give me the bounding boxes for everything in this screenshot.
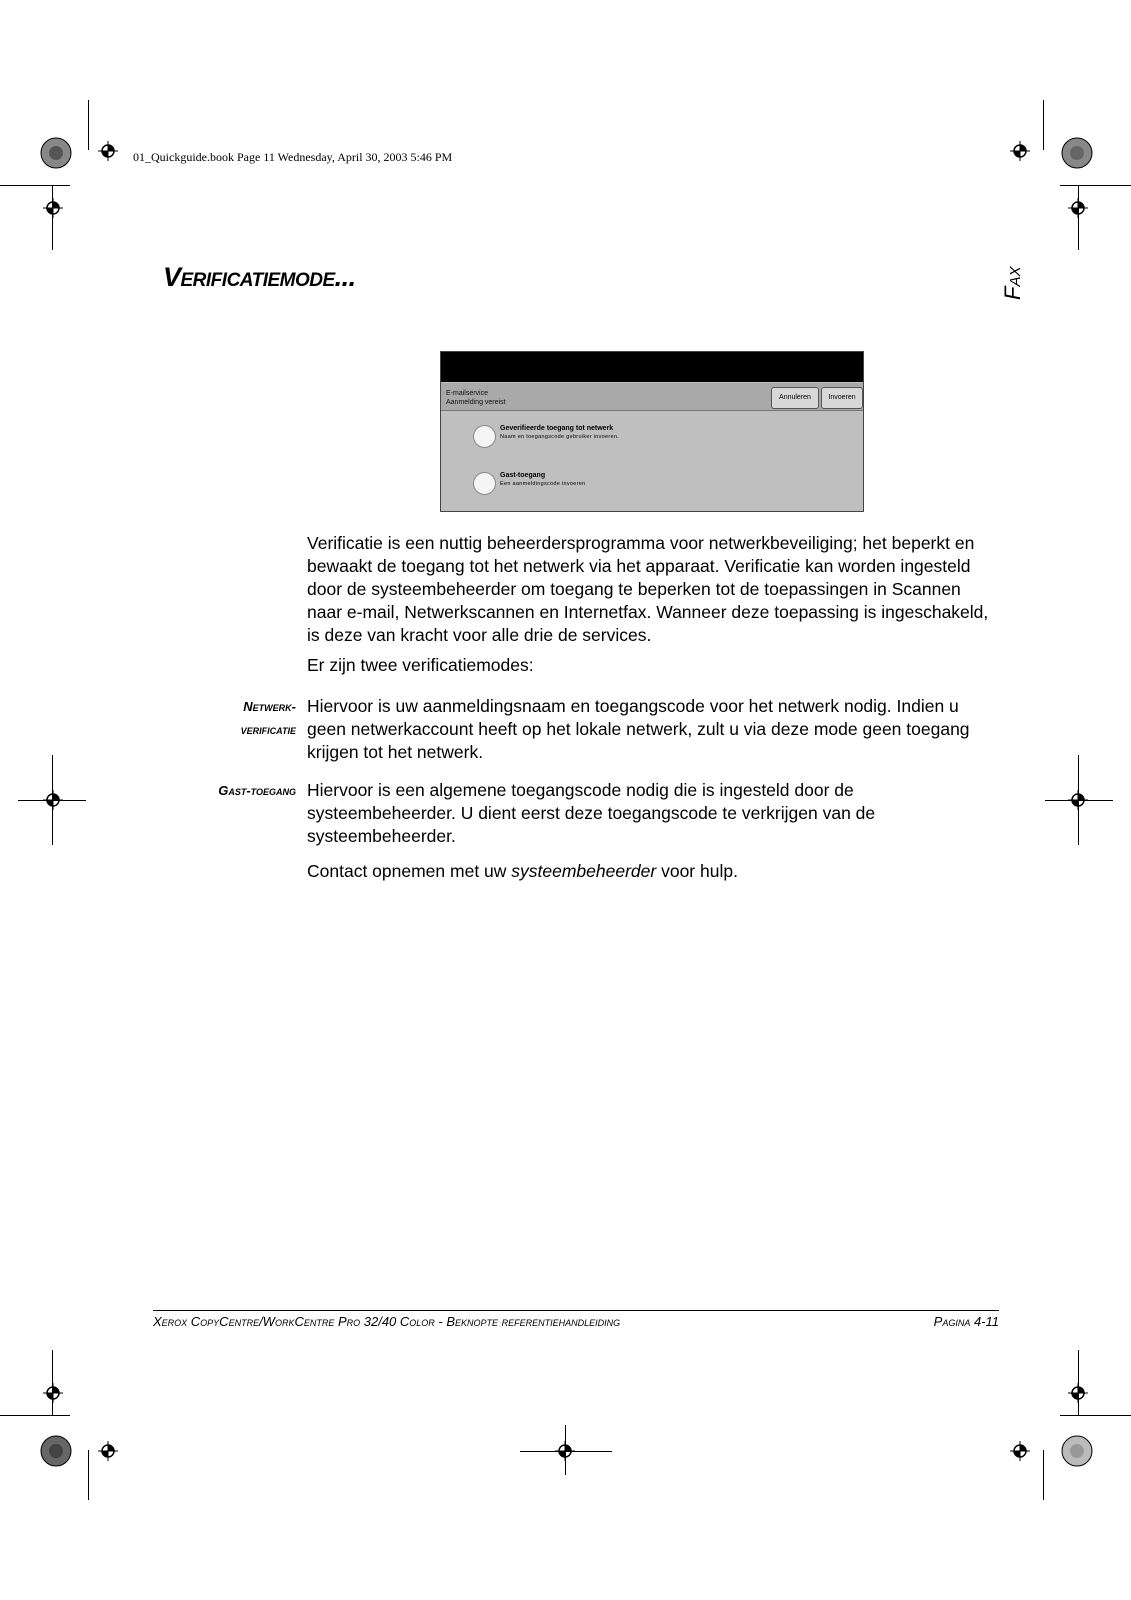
- network-verification-label: [126, 695, 296, 741]
- guest-access-text: Hiervoor is een algemene toegangscode nodig die is ingesteld door de systeembeheerder. U dient eerst deze toegangscode te verkrijgen van de systeembeheerder.: [307, 780, 876, 846]
- page-number: Pagina 4-11: [933, 1314, 999, 1329]
- label-line: verificatie: [240, 722, 296, 737]
- registration-mark-icon: [1010, 141, 1030, 161]
- intro-paragraph: Verificatie is een nuttig beheerdersprogramma voor netwerkbeveiliging; het beperkt en bewaakt de toegang tot het netwerk via het apparaat. Verificatie kan worden ingesteld door de systeembeheerder om toegang te beperken tot de toepassingen in Scannen naar e-mail, Netwerkscannen en Internetfax. Wanneer deze toepassing is ingeschakeld, is deze van kracht voor alle drie de services.: [307, 533, 989, 645]
- registration-mark-icon: [1068, 1383, 1088, 1403]
- network-verification-text: Hiervoor is uw aanmeldingsnaam en toegangscode voor het netwerk nodig. Indien u geen netwerkaccount heeft op het lokale netwerk, zult u via deze mode geen toegang krijgen tot het netwerk.: [307, 696, 970, 762]
- enter-button[interactable]: Invoeren: [821, 387, 863, 409]
- contact-suffix: voor hulp.: [656, 861, 738, 881]
- service-status: [446, 389, 506, 407]
- color-target-icon: [1061, 1435, 1093, 1467]
- modes-intro: Er zijn twee verificatiemodes:: [307, 655, 534, 675]
- footer-rule: [153, 1310, 999, 1311]
- option-subtitle: Naam en toegangscode gebruiker invoeren.: [500, 434, 620, 440]
- book-stamp: 01_Quickguide.book Page 11 Wednesday, April 30, 2003 5:46 PM: [133, 150, 453, 164]
- registration-mark-icon: [1068, 198, 1088, 218]
- screenshot-title-bar: [441, 352, 863, 382]
- cancel-button[interactable]: Annuleren: [771, 387, 819, 409]
- device-screenshot: [440, 351, 864, 512]
- option-title: Geverifieerde toegang tot netwerk: [500, 425, 614, 432]
- color-target-icon: [40, 1435, 72, 1467]
- registration-mark-icon: [43, 1383, 63, 1403]
- registration-mark-icon: [98, 1441, 118, 1461]
- registration-mark-icon: [1068, 790, 1088, 810]
- service-state: Aanmelding vereist: [446, 399, 506, 406]
- registration-mark-icon: [98, 141, 118, 161]
- registration-mark-icon: [43, 198, 63, 218]
- color-target-icon: [1061, 137, 1093, 169]
- screenshot-toolbar: [441, 383, 863, 411]
- contact-paragraph: [307, 860, 997, 883]
- contact-prefix: Contact opnemen met uw: [307, 861, 512, 881]
- registration-mark-icon: [1010, 1441, 1030, 1461]
- contact-emphasis: systeembeheerder: [511, 861, 657, 881]
- footer-title: Xerox CopyCentre/WorkCentre Pro 32/40 Color - Beknopte referentiehandleiding: [153, 1314, 621, 1329]
- page-title: Verificatiemode...: [163, 262, 356, 292]
- radio-button[interactable]: [473, 472, 496, 495]
- radio-button[interactable]: [473, 425, 496, 448]
- guest-access-label: Gast-toegang: [218, 783, 296, 798]
- option-subtitle: Een aanmeldingscode invoeren: [500, 481, 586, 487]
- service-name: E-mailservice: [446, 390, 489, 397]
- color-target-icon: [40, 137, 72, 169]
- registration-mark-icon: [555, 1441, 575, 1461]
- section-tab: Fax: [1000, 266, 1025, 300]
- registration-mark-icon: [43, 790, 63, 810]
- option-title: Gast-toegang: [500, 472, 546, 479]
- label-line: Netwerk-: [243, 699, 296, 714]
